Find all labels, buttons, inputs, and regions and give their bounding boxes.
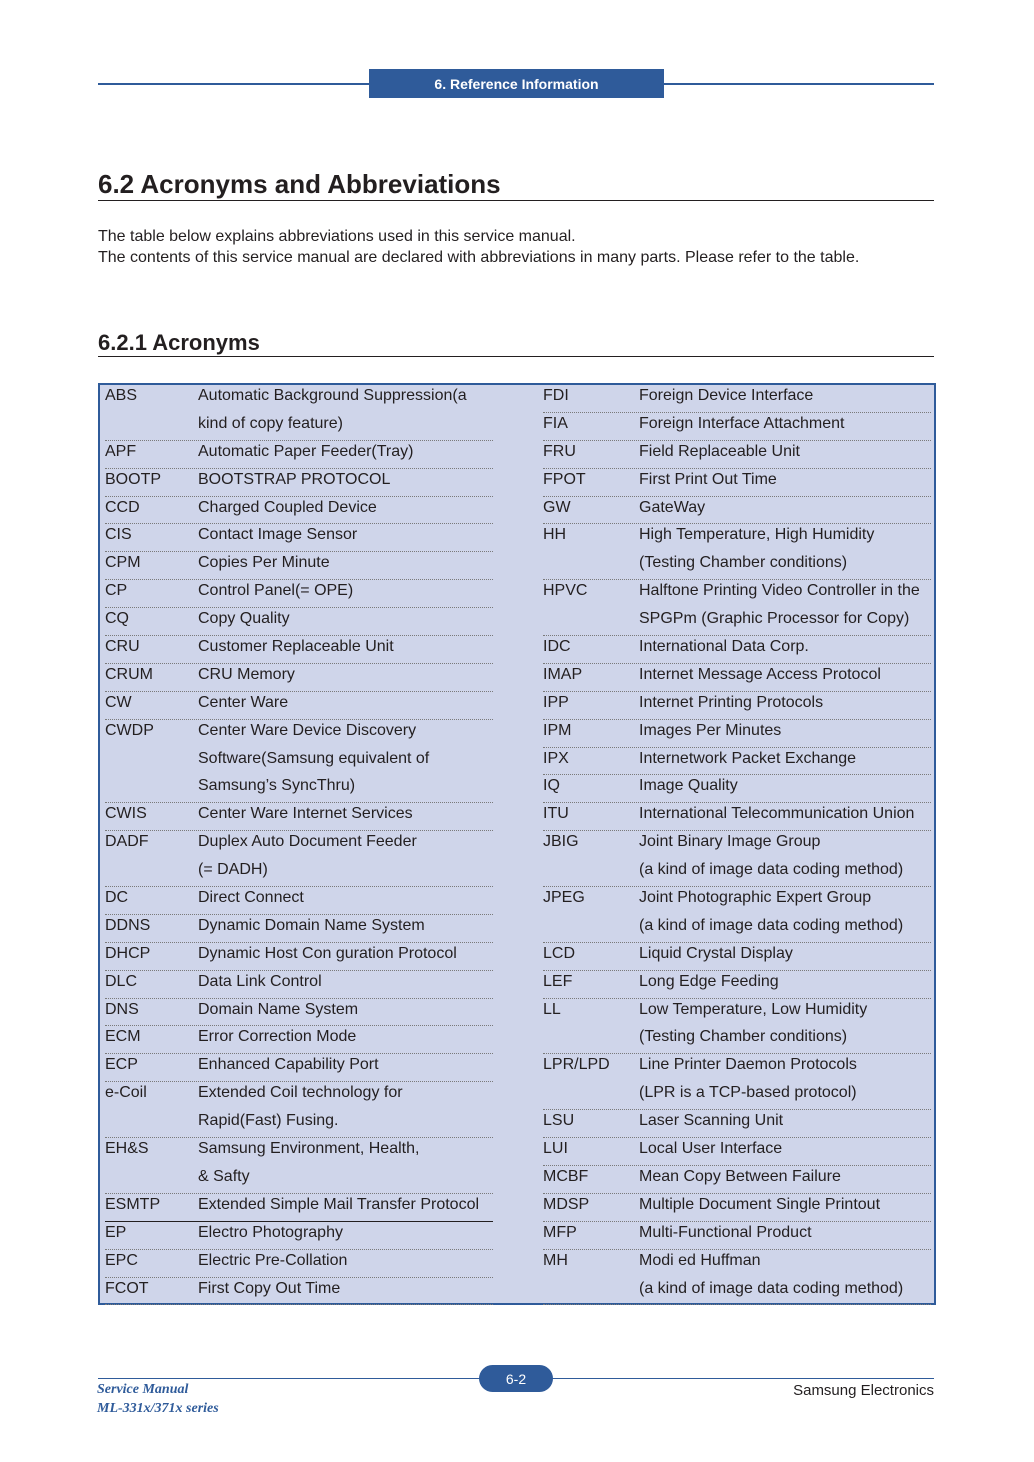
page-number: 6-2 xyxy=(479,1365,553,1392)
acronym-row xyxy=(543,1250,931,1278)
acronym-row xyxy=(105,469,493,497)
acronym-abbrev: FPOT xyxy=(543,470,586,488)
acronym-row xyxy=(543,552,931,580)
acronym-abbrev: CW xyxy=(105,693,132,711)
acronym-row xyxy=(105,552,493,580)
acronym-abbrev: DC xyxy=(105,889,129,907)
acronym-definition: Liquid Crystal Display xyxy=(639,944,793,962)
acronym-definition: CRU Memory xyxy=(198,665,295,683)
acronym-row xyxy=(105,887,493,915)
acronym-row xyxy=(105,1054,493,1082)
acronym-definition: Extended Simple Mail Transfer Protocol xyxy=(198,1195,480,1213)
acronym-abbrev: LUI xyxy=(543,1140,568,1158)
acronym-row xyxy=(105,413,493,441)
acronym-definition: Long Edge Feeding xyxy=(639,972,779,990)
acronym-abbrev: CIS xyxy=(105,526,132,544)
acronym-definition: Enhanced Capability Port xyxy=(198,1056,379,1074)
acronym-definition: Foreign Interface Attachment xyxy=(639,414,845,432)
acronym-definition: Charged Coupled Device xyxy=(198,498,377,516)
acronym-row xyxy=(543,999,931,1027)
acronym-row xyxy=(543,971,931,999)
acronym-definition: Samsung Environment, Health, xyxy=(198,1140,420,1158)
header-rule-left xyxy=(98,83,369,85)
acronym-definition: (a kind of image data coding method) xyxy=(639,916,904,934)
acronym-row xyxy=(543,1278,931,1306)
acronym-definition: Copies Per Minute xyxy=(198,554,330,572)
acronym-definition: Rapid(Fast) Fusing. xyxy=(198,1112,339,1130)
acronym-row xyxy=(543,524,931,552)
acronym-row xyxy=(543,943,931,971)
acronym-definition: Copy Quality xyxy=(198,610,290,628)
acronym-abbrev: CRUM xyxy=(105,665,153,683)
acronym-row xyxy=(543,497,931,525)
acronym-definition: kind of copy feature) xyxy=(198,414,343,432)
acronym-definition: (Testing Chamber conditions) xyxy=(639,1028,848,1046)
acronym-definition: (Testing Chamber conditions) xyxy=(639,554,848,572)
acronym-row xyxy=(105,664,493,692)
acronym-abbrev: BOOTP xyxy=(105,470,162,488)
acronym-abbrev: EPC xyxy=(105,1251,138,1269)
acronym-definition: Joint Photographic Expert Group xyxy=(639,889,872,907)
section-title: 6.2 Acronyms and Abbreviations xyxy=(98,168,934,201)
acronym-definition: Customer Replaceable Unit xyxy=(198,638,394,656)
acronym-row xyxy=(105,1278,493,1306)
acronym-abbrev: CRU xyxy=(105,638,140,656)
acronym-abbrev: ESMTP xyxy=(105,1195,161,1213)
acronym-row xyxy=(105,971,493,999)
acronym-row xyxy=(105,1138,493,1166)
acronym-definition: Samsung’s SyncThru) xyxy=(198,777,356,795)
acronym-abbrev: IPP xyxy=(543,693,569,711)
acronym-definition: Multiple Document Single Printout xyxy=(639,1195,881,1213)
acronym-abbrev: CP xyxy=(105,582,128,600)
acronym-abbrev: e-Coil xyxy=(105,1084,147,1102)
acronym-definition: Dynamic Host Con guration Protocol xyxy=(198,944,457,962)
acronym-abbrev: EP xyxy=(105,1223,127,1241)
acronym-abbrev: LCD xyxy=(543,944,576,962)
acronym-row xyxy=(543,385,931,413)
acronym-definition: Control Panel(= OPE) xyxy=(198,582,354,600)
acronym-abbrev: ECP xyxy=(105,1056,138,1074)
acronym-definition: Multi-Functional Product xyxy=(639,1223,812,1241)
acronym-definition: Data Link Control xyxy=(198,972,322,990)
acronym-abbrev: FDI xyxy=(543,387,569,404)
acronym-definition: Electric Pre-Collation xyxy=(198,1251,348,1269)
acronym-row xyxy=(105,1250,493,1278)
acronym-definition: Center Ware Device Discovery xyxy=(198,721,417,739)
acronym-definition: Images Per Minutes xyxy=(639,721,782,739)
acronym-definition: Duplex Auto Document Feeder xyxy=(198,833,417,851)
acronym-definition: Direct Connect xyxy=(198,889,304,907)
acronym-row xyxy=(543,441,931,469)
acronym-abbrev: CQ xyxy=(105,610,129,628)
acronym-definition: Internet Message Access Protocol xyxy=(639,665,881,683)
acronym-abbrev: LL xyxy=(543,1000,561,1018)
acronym-abbrev: CCD xyxy=(105,498,140,516)
acronym-definition: Contact Image Sensor xyxy=(198,526,358,544)
acronym-abbrev: MDSP xyxy=(543,1195,590,1213)
acronym-abbrev: GW xyxy=(543,498,571,516)
acronyms-table xyxy=(98,383,936,1305)
acronym-abbrev: FIA xyxy=(543,414,568,432)
acronym-row xyxy=(543,775,931,803)
acronym-row xyxy=(543,692,931,720)
acronym-definition: Dynamic Domain Name System xyxy=(198,916,425,934)
acronym-definition: Field Replaceable Unit xyxy=(639,442,800,460)
acronym-row xyxy=(105,803,493,831)
acronyms-column-right xyxy=(543,385,931,1305)
acronym-row xyxy=(105,999,493,1027)
acronym-row xyxy=(105,524,493,552)
acronym-abbrev: MFP xyxy=(543,1223,577,1241)
acronym-definition: Internetwork Packet Exchange xyxy=(639,749,857,767)
acronym-definition: International Telecommunication Union xyxy=(639,805,915,823)
acronym-abbrev: IQ xyxy=(543,777,560,795)
acronym-row xyxy=(543,831,931,859)
acronym-definition: Laser Scanning Unit xyxy=(639,1112,784,1130)
header-rule-right xyxy=(664,83,934,85)
acronym-abbrev: LPR/LPD xyxy=(543,1056,610,1074)
acronym-row xyxy=(105,720,493,748)
intro-line-1: The table below explains abbreviations used in this service manual. xyxy=(98,228,576,245)
acronym-row xyxy=(543,915,931,943)
acronym-abbrev: FCOT xyxy=(105,1279,149,1297)
acronym-definition: Electro Photography xyxy=(198,1223,343,1241)
acronym-row xyxy=(543,1026,931,1054)
intro-line-2: The contents of this service manual are declared with abbreviations in many parts. Please refer to the table. xyxy=(98,249,860,266)
company-name: Samsung Electronics xyxy=(793,1382,934,1399)
acronym-abbrev: APF xyxy=(105,442,137,460)
manual-name-line-1: Service Manual xyxy=(97,1382,189,1397)
acronym-definition: Local User Interface xyxy=(639,1140,783,1158)
acronym-definition: Modi ed Huffman xyxy=(639,1251,761,1269)
acronym-definition: GateWay xyxy=(639,498,706,516)
acronym-definition: Internet Printing Protocols xyxy=(639,693,824,711)
acronym-row xyxy=(105,1166,493,1194)
acronym-abbrev: ABS xyxy=(105,387,138,404)
acronym-definition: Automatic Background Suppression(a xyxy=(198,387,467,404)
acronym-row xyxy=(105,385,493,413)
acronym-definition: Software(Samsung equivalent of xyxy=(198,749,430,767)
acronym-definition: Foreign Device Interface xyxy=(639,387,814,404)
manual-name xyxy=(97,1380,219,1418)
acronym-abbrev: IPX xyxy=(543,749,569,767)
acronym-row xyxy=(105,1194,493,1222)
acronym-abbrev: ECM xyxy=(105,1028,141,1046)
acronym-abbrev: EH&S xyxy=(105,1140,149,1158)
acronym-definition: Image Quality xyxy=(639,777,738,795)
acronym-definition: First Copy Out Time xyxy=(198,1279,341,1297)
acronym-abbrev: DNS xyxy=(105,1000,139,1018)
acronym-row xyxy=(105,692,493,720)
acronym-definition: Low Temperature, Low Humidity xyxy=(639,1000,868,1018)
acronym-row xyxy=(543,803,931,831)
acronym-abbrev: DHCP xyxy=(105,944,151,962)
acronym-row xyxy=(543,1082,931,1110)
acronym-definition: Center Ware xyxy=(198,693,289,711)
acronym-row xyxy=(105,831,493,859)
acronym-definition: (LPR is a TCP-based protocol) xyxy=(639,1084,857,1102)
intro-text xyxy=(98,226,934,268)
acronym-row xyxy=(105,497,493,525)
acronym-definition: (a kind of image data coding method) xyxy=(639,1279,904,1297)
acronym-row xyxy=(543,1054,931,1082)
acronym-definition: Halftone Printing Video Controller in the xyxy=(639,582,920,600)
chapter-header-tab: 6. Reference Information xyxy=(369,69,664,98)
acronym-row xyxy=(543,859,931,887)
acronym-abbrev: IMAP xyxy=(543,665,583,683)
acronym-definition: Mean Copy Between Failure xyxy=(639,1167,841,1185)
acronym-row xyxy=(543,664,931,692)
acronym-row xyxy=(105,1082,493,1110)
acronym-row xyxy=(543,636,931,664)
acronym-definition: First Print Out Time xyxy=(639,470,777,488)
acronyms-column-left xyxy=(105,385,493,1305)
acronym-row xyxy=(543,1138,931,1166)
acronym-abbrev: LEF xyxy=(543,972,573,990)
acronym-row xyxy=(105,608,493,636)
acronym-row xyxy=(105,775,493,803)
acronym-definition: Extended Coil technology for xyxy=(198,1084,403,1102)
acronym-definition: Error Correction Mode xyxy=(198,1028,357,1046)
acronym-definition: Domain Name System xyxy=(198,1000,359,1018)
acronym-definition: International Data Corp. xyxy=(639,638,809,656)
acronym-definition: (= DADH) xyxy=(198,861,268,879)
acronym-abbrev: CWDP xyxy=(105,721,154,739)
acronym-definition: Joint Binary Image Group xyxy=(639,833,821,851)
acronym-row xyxy=(543,748,931,776)
acronym-row xyxy=(105,1110,493,1138)
acronym-abbrev: DLC xyxy=(105,972,138,990)
acronym-abbrev: HPVC xyxy=(543,582,588,600)
acronym-row xyxy=(105,1222,493,1250)
manual-name-line-2: ML-331x/371x series xyxy=(97,1401,219,1416)
acronym-abbrev: IPM xyxy=(543,721,572,739)
acronym-abbrev: CWIS xyxy=(105,805,147,823)
acronym-definition: BOOTSTRAP PROTOCOL xyxy=(198,470,391,488)
acronym-row xyxy=(543,1194,931,1222)
acronym-row xyxy=(543,1222,931,1250)
acronym-row xyxy=(105,636,493,664)
acronym-abbrev: DADF xyxy=(105,833,149,851)
acronym-definition: Automatic Paper Feeder(Tray) xyxy=(198,442,414,460)
acronym-row xyxy=(105,859,493,887)
acronym-row xyxy=(543,413,931,441)
acronym-row xyxy=(105,748,493,776)
acronym-abbrev: ITU xyxy=(543,805,569,823)
acronym-row xyxy=(105,1026,493,1054)
acronym-definition: SPGPm (Graphic Processor for Copy) xyxy=(639,610,910,628)
acronym-row xyxy=(543,1110,931,1138)
acronym-definition: Center Ware Internet Services xyxy=(198,805,413,823)
subsection-title: 6.2.1 Acronyms xyxy=(98,330,934,357)
acronym-row xyxy=(543,608,931,636)
acronym-abbrev: MCBF xyxy=(543,1167,589,1185)
acronym-abbrev: JPEG xyxy=(543,889,585,907)
acronym-abbrev: CPM xyxy=(105,554,141,572)
acronym-row xyxy=(105,441,493,469)
acronym-abbrev: DDNS xyxy=(105,916,151,934)
acronym-abbrev: MH xyxy=(543,1251,568,1269)
acronym-row xyxy=(543,580,931,608)
acronym-definition: High Temperature, High Humidity xyxy=(639,526,875,544)
acronym-abbrev: LSU xyxy=(543,1112,575,1130)
acronym-definition: & Safty xyxy=(198,1167,250,1185)
acronym-abbrev: JBIG xyxy=(543,833,579,851)
acronym-row xyxy=(543,469,931,497)
acronym-definition: Line Printer Daemon Protocols xyxy=(639,1056,857,1074)
acronym-abbrev: IDC xyxy=(543,638,571,656)
acronym-row xyxy=(105,943,493,971)
acronym-abbrev: FRU xyxy=(543,442,576,460)
acronym-row xyxy=(543,1166,931,1194)
acronym-row xyxy=(105,915,493,943)
acronym-abbrev: HH xyxy=(543,526,567,544)
acronym-row xyxy=(543,720,931,748)
acronym-row xyxy=(543,887,931,915)
acronym-row xyxy=(105,580,493,608)
acronym-definition: (a kind of image data coding method) xyxy=(639,861,904,879)
